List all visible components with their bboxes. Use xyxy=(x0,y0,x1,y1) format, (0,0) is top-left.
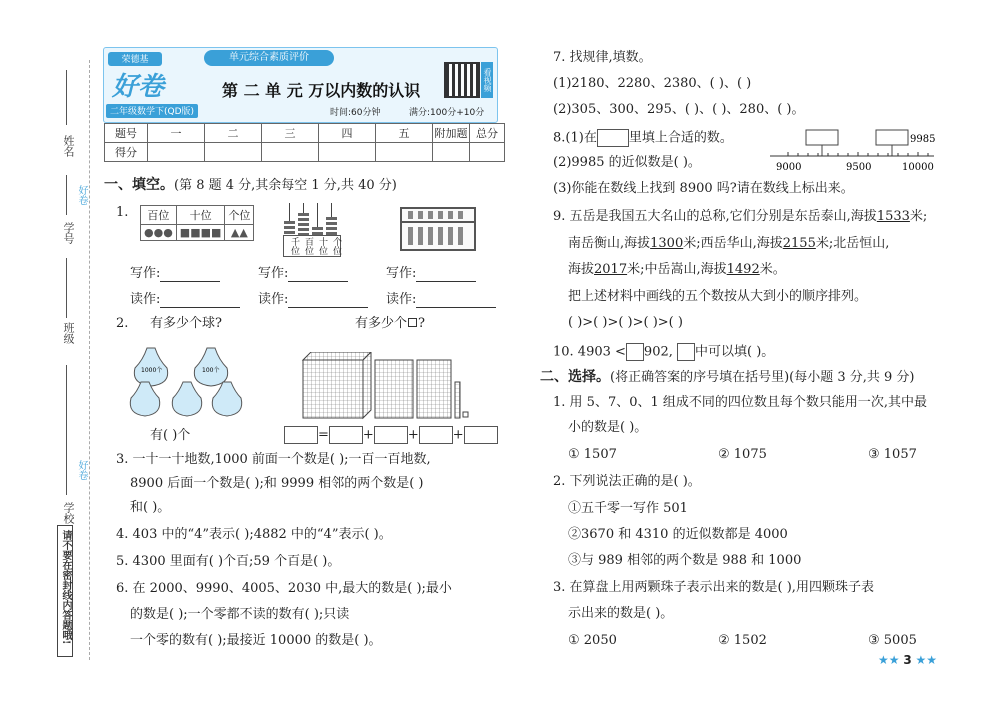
q2-addition-boxes: = + + + xyxy=(284,426,498,444)
unit-banner xyxy=(103,47,498,123)
q9-line1: 9. 五岳是我国五大名山的总称,它们分别是东岳泰山,海拔1533米; xyxy=(553,209,928,224)
eval-tag: 单元综合素质评价 xyxy=(204,50,334,66)
q5-text: 5. 4300 里面有( )个百;59 个百是( )。 xyxy=(116,554,341,569)
binding-margin xyxy=(0,0,95,711)
s2-q1-line1: 1. 用 5、7、0、1 组成不同的四位数且每个数只能用一次,其中最 xyxy=(553,395,928,410)
suanpan-abacus xyxy=(400,207,476,251)
name-label: 姓名 xyxy=(62,135,75,157)
seal-notice: 请不要在密封线内答题哦! xyxy=(60,530,71,645)
score-table-score-row: 得分 xyxy=(105,143,505,162)
q9-line3: 海拔2017米;中岳嵩山,海拔1492米。 xyxy=(568,262,786,277)
page-number: ★★ 3 ★★ xyxy=(878,653,938,667)
q9-instruction: 把上述材料中画线的五个数按从大到小的顺序排列。 xyxy=(568,289,868,304)
svg-text:100个: 100个 xyxy=(202,367,220,374)
q3-line3: 和( )。 xyxy=(130,500,171,515)
s2-q2-opt3[interactable]: ③与 989 相邻的两个数是 988 和 1000 xyxy=(568,553,802,568)
q6-line3: 一个零的数有( );最接近 10000 的数是( )。 xyxy=(130,633,382,648)
s2-q1-opt2[interactable]: ② 1075 xyxy=(718,447,767,462)
qr-code-icon[interactable] xyxy=(444,62,480,98)
s2-q1-opt3[interactable]: ③ 1057 xyxy=(868,447,917,462)
time-info: 时间:60分钟 xyxy=(330,108,381,118)
score-table-header-row: 题号 一 二 三 四 五 附加题 总分 xyxy=(105,124,505,143)
q9-answer: ( )>( )>( )>( )>( ) xyxy=(568,315,683,330)
score-table xyxy=(104,123,505,162)
money-bags-illustration xyxy=(125,338,250,420)
q1-write-b: 写作: xyxy=(258,266,348,282)
section2-heading: 二、选择。(将正确答案的序号填在括号里)(每小题 3 分,共 9 分) xyxy=(540,369,915,385)
name-line xyxy=(66,70,67,125)
grade-label: 二年级数学下(QD版) xyxy=(106,104,198,118)
section1-heading: 一、填空。(第 8 题 4 分,其余每空 1 分,共 40 分) xyxy=(104,177,397,193)
s2-q2-opt2[interactable]: ②3670 和 4310 的近似数都是 4000 xyxy=(568,527,788,542)
star-icon: ★★ xyxy=(878,653,904,667)
q1-read-c: 读作: xyxy=(386,292,496,308)
q3-line1: 3. 一十一十地数,1000 前面一个数是( );一百一百地数, xyxy=(116,452,431,467)
tick-9000: 9000 xyxy=(776,162,802,173)
brand-badge: 荣德基 xyxy=(108,52,162,66)
q3-line2: 8900 后面一个数是( );和 9999 相邻的两个数是( ) xyxy=(130,476,424,491)
q9-line2: 南岳衡山,海拔1300米;西岳华山,海拔2155米;北岳恒山, xyxy=(568,236,890,251)
q1-write-c: 写作: xyxy=(386,266,476,282)
label-9985: 9985 xyxy=(910,134,936,145)
q10-text: 10. 4903 < 902, 中可以填( )。 xyxy=(553,344,775,360)
s2-q3-line2: 示出来的数是( )。 xyxy=(568,606,674,621)
brand-logo: 好卷 xyxy=(112,72,165,102)
star-icon: ★★ xyxy=(911,653,938,667)
school-label: 学校 xyxy=(62,502,75,524)
seal-dashed-line xyxy=(89,60,90,660)
abacus-counter: 千位 百位 十位 个位 xyxy=(283,203,339,255)
q8-part2: (2)9985 的近似数是( )。 xyxy=(553,155,701,170)
cube-blocks-illustration xyxy=(295,352,470,424)
score-info: 满分:100分+10分 xyxy=(409,108,485,118)
q2-left-question: 有多少个球? xyxy=(150,316,222,331)
q1-number: 1. xyxy=(116,205,129,220)
q8-part3: (3)你能在数线上找到 8900 吗?请在数线上标出来。 xyxy=(553,181,854,196)
q7-part2: (2)305、300、295、( )、( )、280、( )。 xyxy=(553,102,805,117)
q8-part1: 8.(1)在 里填上合适的数。 xyxy=(553,130,733,146)
s2-q2-text: 2. 下列说法正确的是( )。 xyxy=(553,474,701,489)
tick-9500: 9500 xyxy=(846,162,872,173)
q2-answer-left: 有( )个 xyxy=(150,428,191,443)
class-label: 班级 xyxy=(62,322,75,344)
q1-write-a: 写作: xyxy=(130,266,220,282)
s2-q3-opt3[interactable]: ③ 5005 xyxy=(868,633,917,648)
s2-q3-opt2[interactable]: ② 1502 xyxy=(718,633,767,648)
q7-text: 7. 找规律,填数。 xyxy=(553,50,652,65)
video-label[interactable]: 看视频 xyxy=(481,62,493,98)
q4-text: 4. 403 中的“4”表示( );4882 中的“4”表示( )。 xyxy=(116,527,392,542)
q7-part1: (1)2180、2280、2380、( )、( ) xyxy=(553,76,752,91)
svg-text:1000个: 1000个 xyxy=(141,367,163,374)
s2-q3-opt1[interactable]: ① 2050 xyxy=(568,633,617,648)
q6-line1: 6. 在 2000、9990、4005、2030 中,最大的数是( );最小 xyxy=(116,581,452,596)
q1-read-b: 读作: xyxy=(258,292,368,308)
s2-q2-opt1[interactable]: ①五千零一写作 501 xyxy=(568,501,688,516)
q2-right-question: 有多少个 ? xyxy=(355,316,425,331)
id-label: 学号 xyxy=(62,222,75,244)
s2-q1-line2: 小的数是( )。 xyxy=(568,420,648,435)
number-line[interactable] xyxy=(768,128,938,174)
s2-q1-opt1[interactable]: ① 1507 xyxy=(568,447,617,462)
q6-line2: 的数是( );一个零都不读的数有( );只读 xyxy=(130,607,350,622)
q2-number: 2. xyxy=(116,316,129,331)
q1-read-a: 读作: xyxy=(130,292,240,308)
s2-q3-line1: 3. 在算盘上用两颗珠子表示出来的数是( ),用四颗珠子表 xyxy=(553,580,874,595)
place-value-chart: 百位 十位 个位 ●●● ■■■■ ▲▲ xyxy=(140,205,254,241)
tick-10000: 10000 xyxy=(902,162,934,173)
seal-logo: 好卷 xyxy=(76,185,87,205)
seal-logo-2: 好卷 xyxy=(76,460,87,480)
page-title: 第 二 单 元 万以内数的认识 xyxy=(222,81,421,100)
